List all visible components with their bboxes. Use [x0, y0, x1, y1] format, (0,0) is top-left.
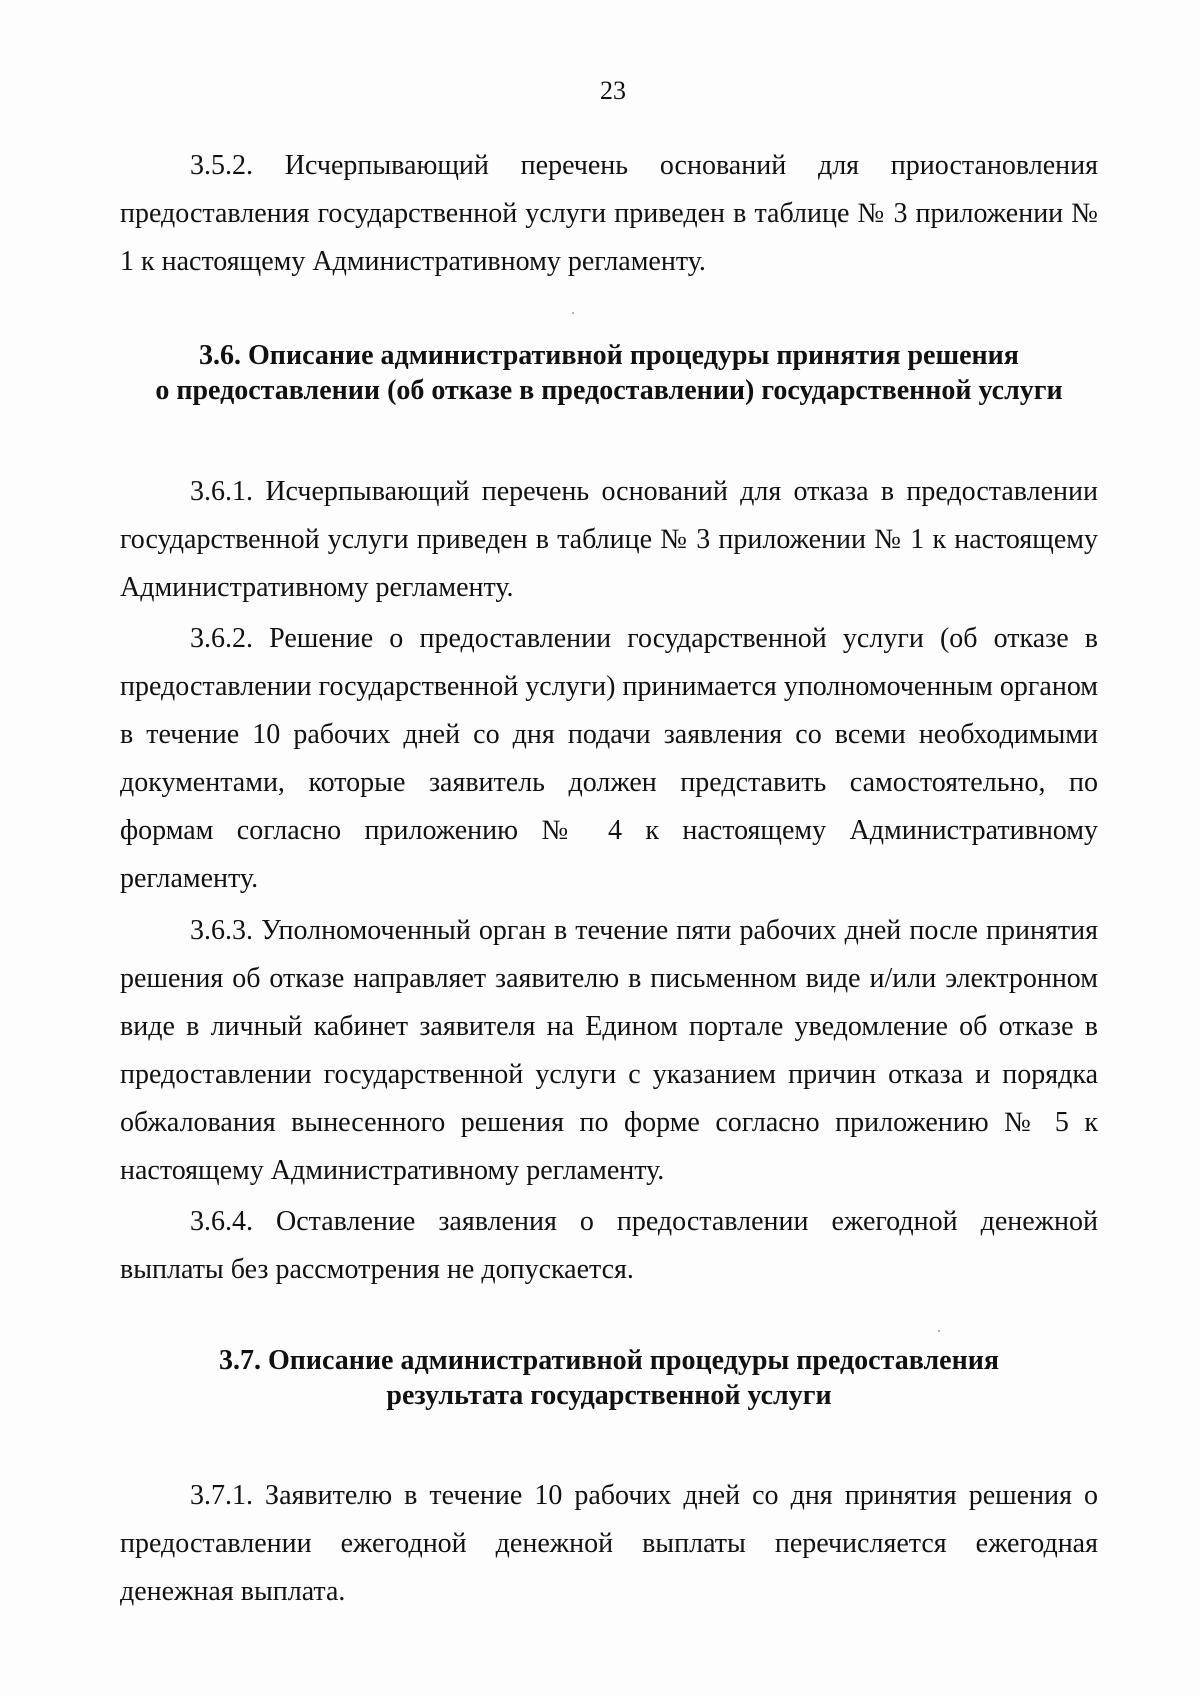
section-heading-3-7 — [120, 1343, 1098, 1413]
scan-speck — [572, 312, 574, 314]
section-heading-3-6 — [120, 338, 1098, 408]
section-heading-3-6-line-1: 3.6. Описание административной процедуры принятия решения — [199, 340, 1019, 371]
paragraph-3-6-3: 3.6.3. Уполномоченный орган в течение пяти рабочих дней после принятия решения об отказе направляет заявителю в письменном виде и/или электронном виде в личный кабинет заявителя на Едином портале уведомление об отказе в предоставлении государственной услуги с указанием причин отказа и порядка обжалования вынесенного решения по форме согласно приложению № 5 к настоящему Административному регламенту. — [120, 915, 1098, 1186]
scan-speck — [938, 1330, 940, 1332]
paragraph-3-6-4: 3.6.4. Оставление заявления о предоставлении ежегодной денежной выплаты без рассмотрения не допускается. — [120, 1206, 1098, 1285]
section-heading-3-7-line-2: результата государственной услуги — [386, 1380, 832, 1411]
paragraph-3-7-1: 3.7.1. Заявителю в течение 10 рабочих дней со дня принятия решения о предоставлении ежегодной денежной выплаты перечисляется ежегодная денежная выплата. — [120, 1480, 1098, 1607]
section-heading-3-7-line-1: 3.7. Описание административной процедуры предоставления — [218, 1345, 1000, 1376]
paragraph-3-6-2: 3.6.2. Решение о предоставлении государственной услуги (об отказе в предоставлении государственной услуги) принимается уполномоченным органом в течение 10 рабочих дней со дня подачи заявления со всеми необходимыми документами, которые заявитель должен представить самостоятельно, по формам согласно приложению № 4 к настоящему Административному регламенту. — [120, 623, 1098, 894]
paragraph-3-5-2: 3.5.2. Исчерпывающий перечень оснований для приостановления предоставления государственной услуги приведен в таблице № 3 приложении № 1 к настоящему Административному регламенту. — [120, 150, 1098, 277]
paragraph-3-6-1: 3.6.1. Исчерпывающий перечень оснований для отказа в предоставлении государственной услуги приведен в таблице № 3 приложении № 1 к настоящему Административному регламенту. — [120, 476, 1098, 603]
page-number: 23 — [600, 76, 626, 105]
section-heading-3-6-line-2: о предоставлении (об отказе в предоставлении) государственной услуги — [155, 375, 1063, 406]
